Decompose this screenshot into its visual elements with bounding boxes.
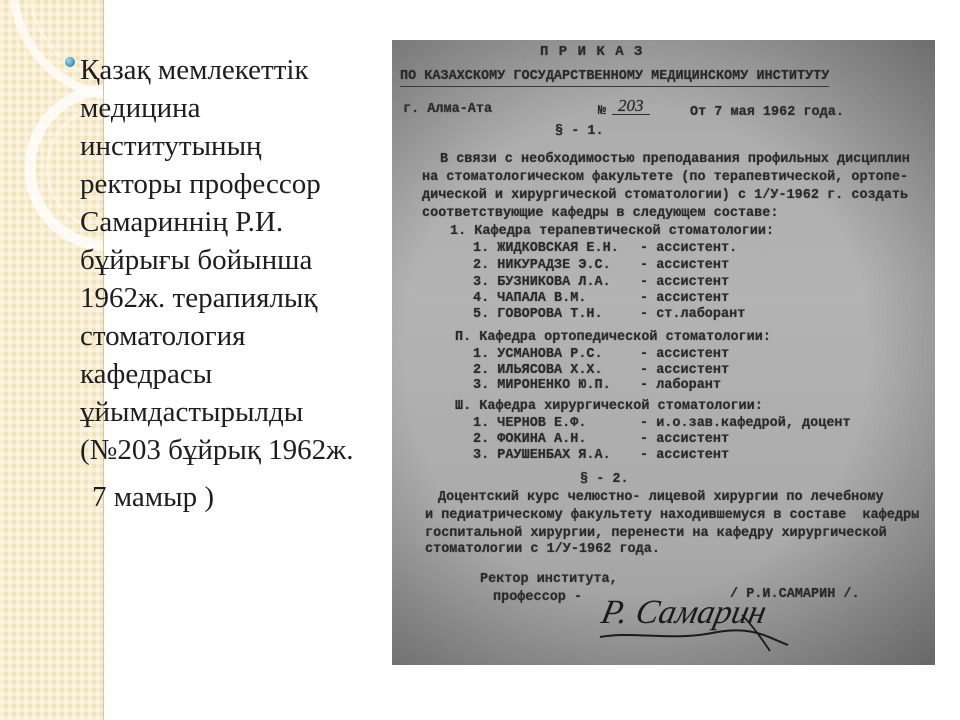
paragraph-2-line: стоматологии с 1/У-1962 года.	[425, 542, 660, 557]
staff-role: - ассистент	[640, 432, 730, 447]
staff-role: - ассистент	[640, 448, 730, 463]
text-line: стоматология	[80, 320, 246, 352]
staff-role: - ст.лаборант	[640, 307, 746, 322]
department-title: 1. Кафедра терапевтической стоматологии:	[450, 224, 775, 239]
staff-role: - ассистент	[640, 363, 730, 378]
document-number: 203	[612, 98, 650, 115]
handwritten-signature	[592, 575, 802, 653]
paragraph-1-line: дической и хирургической стоматологии) с 1/У-1962 г. создать	[422, 188, 909, 203]
text-line: 1962ж. терапиялық	[80, 282, 318, 314]
department-title: П. Кафедра ортопедической стоматологии:	[455, 330, 771, 345]
staff-name: 2. ФОКИНА А.Н.	[473, 432, 587, 447]
text-line: (№203 бұйрық 1962ж.	[80, 434, 354, 466]
staff-role: - ассистент.	[640, 241, 738, 256]
staff-name: 4. ЧАПАЛА В.М.	[473, 291, 587, 306]
text-line: ректоры профессор	[80, 168, 321, 200]
text-line: кафедрасы	[80, 358, 213, 390]
closing-line: 7 мамыр )	[92, 481, 215, 513]
text-line: бұйрығы бойынша	[80, 244, 313, 276]
staff-role: - и.о.зав.кафедрой, доцент	[640, 416, 851, 431]
staff-name: 2. НИКУРАДЗЕ Э.С.	[473, 258, 611, 273]
staff-name: 5. ГОВОРОВА Т.Н.	[473, 307, 603, 322]
text-line: Қазақ мемлекеттік	[80, 54, 309, 86]
document-city: г. Алма-Ата	[403, 102, 493, 117]
section-2-heading: § - 2.	[580, 472, 629, 487]
staff-name: 3. БУЗНИКОВА Л.А.	[473, 275, 611, 290]
signature-text: Р. Самарин	[598, 593, 770, 631]
staff-name: 3. МИРОНЕНКО Ю.П.	[473, 378, 611, 393]
paragraph-1-line: на стоматологическом факультете (по терапевтической, ортопе-	[422, 170, 909, 185]
text-line: медицина	[80, 92, 201, 124]
document-institute: ПО КАЗАХСКОМУ ГОСУДАРСТВЕННОМУ МЕДИЦИНСКОМУ ИНСТИТУТУ	[400, 69, 829, 87]
bullet-icon	[65, 57, 75, 67]
staff-name: 2. ИЛЬЯСОВА Х.Х.	[473, 363, 603, 378]
staff-role: - ассистент	[640, 275, 730, 290]
staff-role: - ассистент	[640, 347, 730, 362]
document-photo	[392, 40, 935, 665]
staff-name: 1. ЧЕРНОВ Е.Ф.	[473, 416, 587, 431]
staff-role: - ассистент	[640, 258, 730, 273]
staff-role: - ассистент	[640, 291, 730, 306]
document-number-sign: №	[598, 104, 607, 119]
document-date: От 7 мая 1962 года.	[690, 105, 844, 120]
paragraph-2-line: госпитальной хирургии, перенести на кафедру хирургической	[425, 526, 887, 541]
text-line: институтының	[80, 130, 262, 162]
department-title: Ш. Кафедра хирургической стоматологии:	[455, 399, 763, 414]
document-title: П Р И К А З	[540, 44, 644, 60]
professor-line: профессор -	[493, 590, 583, 605]
paragraph-2-line: и педиатрическому факультету находившемуся в составе кафедры	[425, 508, 920, 523]
text-line: Самариннің Р.И.	[80, 206, 284, 238]
signer-name: / Р.И.САМАРИН /.	[730, 587, 860, 602]
staff-role: - лаборант	[640, 378, 722, 393]
paragraph-1-line: В связи с необходимостью преподавания профильных дисциплин	[440, 152, 910, 167]
staff-name: 3. РАУШЕНБАХ Я.А.	[473, 448, 611, 463]
bullet-text	[80, 51, 385, 516]
staff-name: 1. УСМАНОВА Р.С.	[473, 347, 603, 362]
rector-line: Ректор института,	[480, 572, 618, 587]
text-line: ұйымдастырылды	[80, 396, 304, 428]
staff-name: 1. ЖИДКОВСКАЯ Е.Н.	[473, 241, 619, 256]
paragraph-1-line: соответствующие кафедры в следующем составе:	[422, 206, 779, 221]
section-1-heading: § - 1.	[555, 124, 604, 139]
paragraph-2-line: Доцентский курс челюстно- лицевой хирургии по лечебному	[438, 490, 884, 505]
